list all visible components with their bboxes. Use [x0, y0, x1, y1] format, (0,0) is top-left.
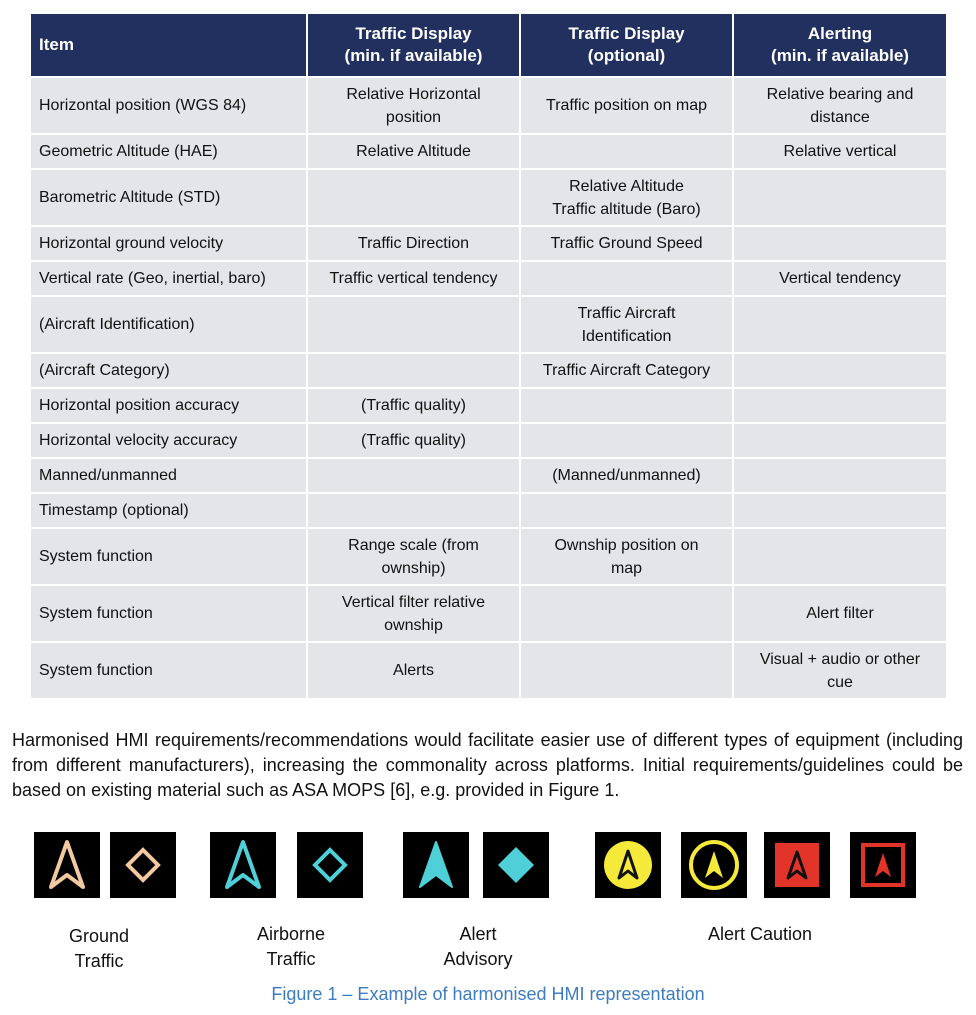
cell-traffic-min	[308, 354, 519, 387]
cell-alerting: Visual + audio or other cue	[734, 643, 946, 698]
cell-alerting: Vertical tendency	[734, 262, 946, 295]
cell-traffic-optional: Traffic Aircraft Category	[521, 354, 732, 387]
cell-traffic-optional	[521, 135, 732, 168]
table-row	[31, 494, 946, 527]
cell-item: (Aircraft Identification)	[31, 297, 306, 352]
cell-item: Horizontal ground velocity	[31, 227, 306, 260]
cell-alerting	[734, 529, 946, 584]
header-traffic-display-optional: Traffic Display (optional)	[521, 14, 732, 76]
table-row	[31, 424, 946, 457]
table-row	[31, 227, 946, 260]
cell-alerting	[734, 424, 946, 457]
caution-circle-yellow-icon	[595, 832, 661, 898]
table-header-row	[31, 14, 946, 76]
cell-traffic-min	[308, 494, 519, 527]
table-row	[31, 389, 946, 422]
label-airborne-traffic: Airborne Traffic	[256, 924, 326, 969]
cell-item: System function	[31, 586, 306, 641]
table-row	[31, 78, 946, 133]
cell-alerting	[734, 354, 946, 387]
header-item: Item	[31, 14, 306, 76]
cell-traffic-min: (Traffic quality)	[308, 424, 519, 457]
airborne-traffic-diamond-icon	[297, 832, 363, 898]
header-traffic-display-min: Traffic Display (min. if available)	[308, 14, 519, 76]
cell-traffic-min	[308, 170, 519, 225]
cell-alerting: Alert filter	[734, 586, 946, 641]
cell-traffic-optional: Ownship position on map	[521, 529, 732, 584]
table-row	[31, 586, 946, 641]
cell-traffic-optional	[521, 424, 732, 457]
cell-traffic-min: Vertical filter relative ownship	[308, 586, 519, 641]
cell-alerting	[734, 459, 946, 492]
ground-traffic-diamond-icon	[110, 832, 176, 898]
caution-circle-outline-icon	[681, 832, 747, 898]
cell-traffic-min: Relative Altitude	[308, 135, 519, 168]
airborne-traffic-arrow-icon	[210, 832, 276, 898]
cell-traffic-optional	[521, 643, 732, 698]
table-row	[31, 643, 946, 698]
cell-item: Horizontal position (WGS 84)	[31, 78, 306, 133]
cell-alerting	[734, 170, 946, 225]
cell-traffic-optional	[521, 389, 732, 422]
cell-item: Manned/unmanned	[31, 459, 306, 492]
cell-alerting: Relative vertical	[734, 135, 946, 168]
cell-traffic-min: Traffic vertical tendency	[308, 262, 519, 295]
cell-item: System function	[31, 643, 306, 698]
cell-traffic-optional	[521, 262, 732, 295]
cell-traffic-optional: (Manned/unmanned)	[521, 459, 732, 492]
requirements-table	[29, 12, 948, 700]
cell-traffic-min: Alerts	[308, 643, 519, 698]
cell-item: Timestamp (optional)	[31, 494, 306, 527]
alert-advisory-arrow-icon	[403, 832, 469, 898]
caution-square-outline-icon	[850, 832, 916, 898]
ground-traffic-arrow-icon	[34, 832, 100, 898]
cell-alerting	[734, 389, 946, 422]
cell-traffic-optional: Traffic position on map	[521, 78, 732, 133]
table-row	[31, 135, 946, 168]
figure-caption: Figure 1 – Example of harmonised HMI representation	[271, 984, 705, 1004]
table-row	[31, 354, 946, 387]
label-alert-caution: Alert Caution	[707, 924, 813, 944]
cell-traffic-optional: Relative Altitude Traffic altitude (Baro)	[521, 170, 732, 225]
cell-traffic-min: Range scale (from ownship)	[308, 529, 519, 584]
caution-square-red-icon	[764, 832, 830, 898]
cell-item: Horizontal velocity accuracy	[31, 424, 306, 457]
cell-traffic-optional: Traffic Ground Speed	[521, 227, 732, 260]
cell-traffic-optional	[521, 586, 732, 641]
table-row	[31, 459, 946, 492]
cell-traffic-min: Relative Horizontal position	[308, 78, 519, 133]
cell-item: (Aircraft Category)	[31, 354, 306, 387]
cell-traffic-min: Traffic Direction	[308, 227, 519, 260]
cell-alerting	[734, 227, 946, 260]
table-row	[31, 170, 946, 225]
cell-alerting: Relative bearing and distance	[734, 78, 946, 133]
cell-traffic-optional	[521, 494, 732, 527]
cell-traffic-optional: Traffic Aircraft Identification	[521, 297, 732, 352]
alert-advisory-diamond-icon	[483, 832, 549, 898]
label-alert-advisory: Alert Advisory	[443, 924, 513, 969]
table-row	[31, 297, 946, 352]
cell-alerting	[734, 494, 946, 527]
cell-item: System function	[31, 529, 306, 584]
cell-item: Barometric Altitude (STD)	[31, 170, 306, 225]
cell-traffic-min	[308, 459, 519, 492]
header-alerting: Alerting (min. if available)	[734, 14, 946, 76]
cell-alerting	[734, 297, 946, 352]
table-row	[31, 529, 946, 584]
cell-item: Geometric Altitude (HAE)	[31, 135, 306, 168]
label-ground-traffic: Ground Traffic	[68, 926, 130, 971]
cell-item: Horizontal position accuracy	[31, 389, 306, 422]
cell-traffic-min: (Traffic quality)	[308, 389, 519, 422]
cell-traffic-min	[308, 297, 519, 352]
table-row	[31, 262, 946, 295]
cell-item: Vertical rate (Geo, inertial, baro)	[31, 262, 306, 295]
body-paragraph: Harmonised HMI requirements/recommendations would facilitate easier use of different types of equipment (including from different manufacturers), increasing the commonality across platforms. Initial requirements/guidelines could be based on existing material such as ASA MOPS [6], e.g. provided in Figure 1.	[12, 730, 963, 800]
